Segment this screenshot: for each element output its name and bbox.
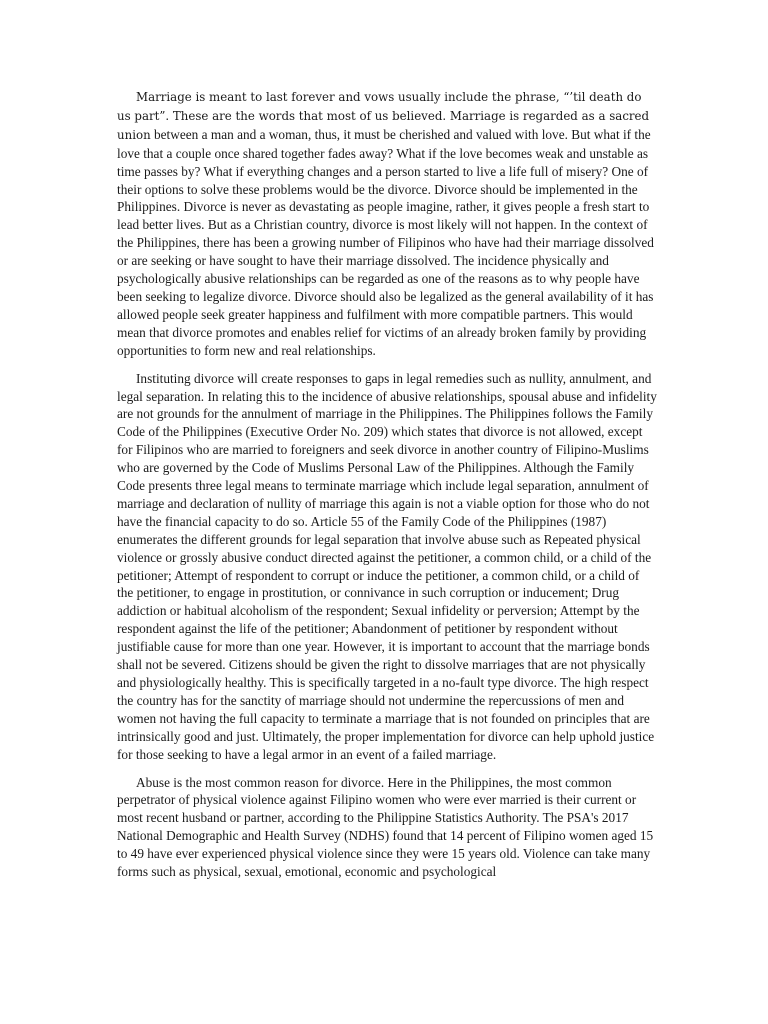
document-page bbox=[117, 88, 657, 891]
paragraph-2: Instituting divorce will create responses to gaps in legal remedies such as nullity, annulment, and legal separation. In relating this to the incidence of abusive relationships, spousal abuse and infidelity are not grounds for the annulment of marriage in the Philippines. The Philippines follows the Family Code of the Philippines (Executive Order No. 209) which states that divorce is not allowed, except for Filipinos who are married to foreigners and seek divorce in another country of Filipino-Muslims who are governed by the Code of Muslims Personal Law of the Philippines. Although the Family Code presents three legal means to terminate marriage which include legal separation, annulment of marriage and declaration of nullity of marriage this again is not a viable option for those who do not have the financial capacity to do so. Article 55 of the Family Code of the Philippines (1987) enumerates the different grounds for legal separation that involve abuse such as Repeated physical violence or grossly abusive conduct directed against the petitioner, a common child, or a child of the petitioner; Attempt of respondent to corrupt or induce the petitioner, a common child, or a child of the petitioner, to engage in prostitution, or connivance in such corruption or inducement; Drug addiction or habitual alcoholism of the respondent; Sexual infidelity or perversion; Attempt by the respondent against the life of the petitioner; Abandonment of petitioner by respondent without justifiable cause for more than one year. However, it is important to account that the marriage bonds shall not be severed. Citizens should be given the right to dissolve marriages that are not physically and physiologically healthy. This is specifically targeted in a no-fault type divorce. The high respect the country has for the sanctity of marriage should not undermine the repercussions of men and women not having the full capacity to terminate a marriage that is not founded on principles that are intrinsically good and just. Ultimately, the proper implementation for divorce can help uphold justice for those seeking to have a legal armor in an event of a failed marriage. bbox=[117, 370, 657, 762]
paragraph-1-body: between a man and a woman, thus, it must be cherished and valued with love. But what if the love that a couple once shared together fades away? What if the love becomes weak and unstable as time passes by? What if everything changes and a person started to live a life full of misery? One of their options to solve these problems would be the divorce. Divorce should be implemented in the Philippines. Divorce is never as devastating as people imagine, rather, it gives people a fresh start to lead better lives. But as a Christian country, divorce is most likely will not happen. In the context of the Philippines, there has been a growing number of Filipinos who have had their marriage dissolved or are seeking or have sought to have their marriage dissolved. The incidence physically and psychologically abusive relationships can be regarded as one of the reasons as to why people have been seeking to legalize divorce. Divorce should also be legalized as the general availability of it has allowed people seek greater happiness and fulfilment with more compatible partners. This would mean that divorce promotes and enables relief for victims of an already broken family by providing opportunities to form new and real relationships. bbox=[117, 126, 654, 358]
paragraph-3: Abuse is the most common reason for divorce. Here in the Philippines, the most common perpetrator of physical violence against Filipino women who were ever married is their current or most recent husband or partner, according to the Philippine Statistics Authority. The PSA's 2017 National Demographic and Health Survey (NDHS) found that 14 percent of Filipino women aged 15 to 49 have ever experienced physical violence since they were 15 years old. Violence can take many forms such as physical, sexual, emotional, economic and psychological bbox=[117, 774, 654, 880]
paragraph-1-lead: Marriage is meant to last forever and vows usually include the phrase, “’til death do us part”. These are the words that most of us believed. Marriage is regarded as a sacred union bbox=[117, 90, 650, 142]
paragraph-1 bbox=[117, 88, 657, 360]
